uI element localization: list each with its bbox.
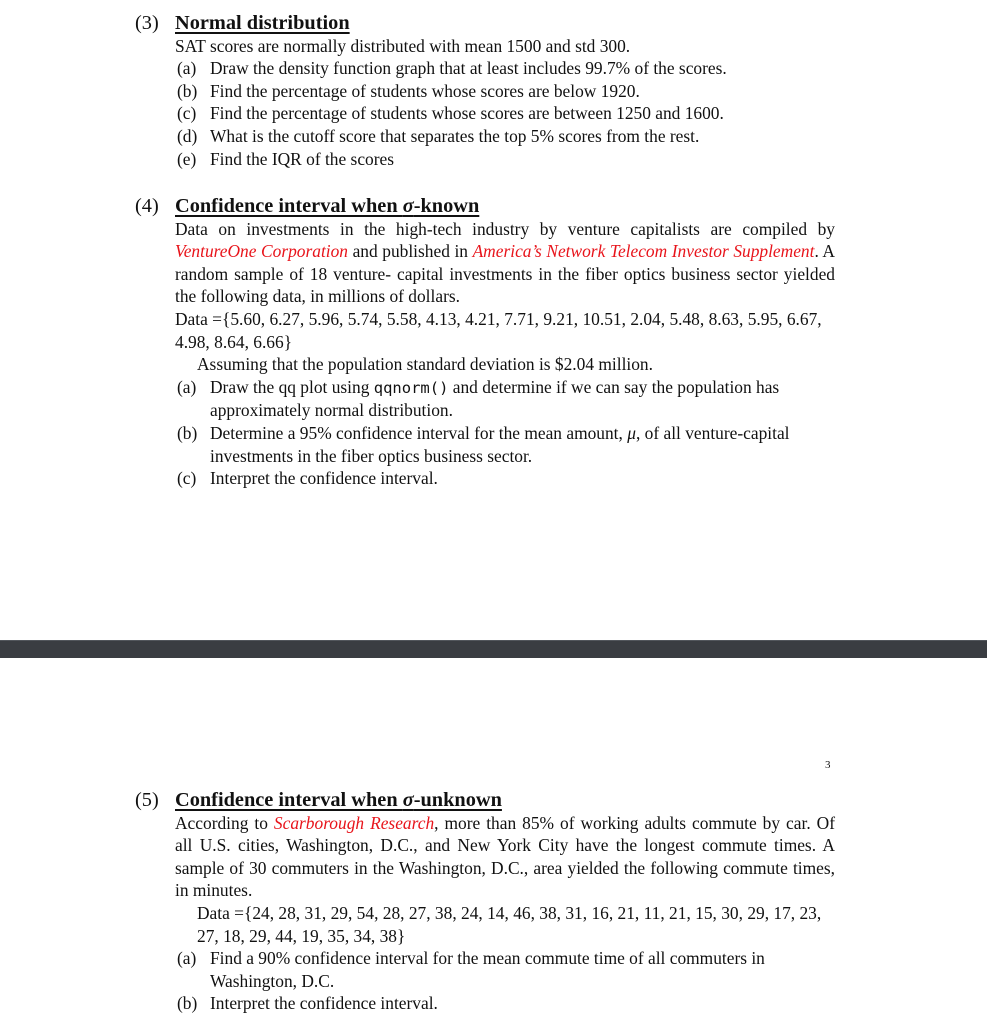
code-snippet: qqnorm()	[373, 378, 449, 397]
item-label: (b)	[177, 80, 198, 101]
section-title	[175, 195, 479, 217]
data-list	[175, 902, 835, 947]
item-text: and determine if we can say the population has approximately normal distribution.	[210, 376, 780, 421]
page-divider	[0, 640, 987, 660]
assumption-text: Assuming that the population standard deviation is $2.04 million.	[197, 354, 653, 375]
item-text: Draw the qq plot using	[210, 376, 374, 397]
section-title	[175, 789, 502, 811]
item-text: Find a 90% confidence interval for the mean commute time of all commuters in Washington, D.C.	[210, 948, 765, 991]
item-text: Find the percentage of students whose scores are between 1250 and 1600.	[210, 103, 724, 124]
item-label: (b)	[177, 422, 198, 443]
intro-text: SAT scores are normally distributed with mean 1500 and std 300.	[175, 35, 631, 56]
section-body	[135, 218, 835, 490]
section-number: (3)	[135, 12, 159, 34]
data-text: Data ={24, 28, 31, 29, 54, 28, 27, 38, 24, 14, 46, 38, 31, 16, 21, 11, 21, 15, 30, 29, 17, 23, 27, 18, 29, 44, 19, 35, 34, 38}	[197, 902, 822, 946]
question-item	[175, 422, 835, 467]
question-item	[175, 102, 835, 125]
sigma-symbol: σ	[402, 195, 414, 217]
item-text: Interpret the confidence interval.	[210, 993, 438, 1014]
section-body	[135, 812, 835, 1015]
section-ci-sigma-unknown	[135, 789, 835, 1015]
title-suffix: -unknown	[413, 789, 502, 811]
question-item	[175, 467, 835, 490]
paragraph-text: According to	[175, 812, 274, 833]
publication-name: America’s Network Telecom Investor Supplement	[472, 241, 815, 262]
organization-name: VentureOne Corporation	[175, 241, 348, 262]
page-number: 3	[825, 759, 831, 771]
question-item	[175, 148, 835, 171]
paragraph-text: and published in	[348, 241, 473, 262]
title-text: Confidence interval when	[175, 789, 403, 811]
section-heading	[135, 195, 835, 218]
question-item	[175, 125, 835, 148]
section-heading	[135, 12, 835, 35]
question-item	[175, 947, 835, 992]
sigma-symbol: σ	[402, 789, 414, 811]
item-text: What is the cutoff score that separates the top 5% scores from the rest.	[210, 125, 700, 146]
paragraph-text: Data on investments in the high-tech industry by venture capitalists are compiled by	[175, 218, 835, 239]
section-number: (5)	[135, 789, 159, 811]
mu-symbol: μ	[627, 422, 636, 443]
item-label: (c)	[177, 468, 197, 489]
paragraph-text: , more than 85% of working adults commute by car. Of all U.S. cities, Washington, D.C., and New York City have the longest commute times. A sample of 30 commuters in the Washington, D.C., area yielded the following commute times, in minutes.	[175, 812, 836, 901]
item-text: Find the percentage of students whose scores are below 1920.	[210, 80, 640, 101]
item-text: Determine a 95% confidence interval for the mean amount,	[210, 422, 628, 443]
question-list	[175, 57, 835, 170]
page-bottom	[0, 658, 987, 1024]
paragraph	[175, 218, 835, 308]
item-text: Find the IQR of the scores	[210, 148, 395, 169]
question-item	[175, 80, 835, 103]
item-label: (a)	[177, 376, 197, 397]
section-title: Normal distribution	[175, 12, 350, 34]
question-list	[175, 376, 835, 490]
item-label: (a)	[177, 58, 197, 79]
item-text: Interpret the confidence interval.	[210, 468, 438, 489]
data-list: Data ={5.60, 6.27, 5.96, 5.74, 5.58, 4.13, 4.21, 7.71, 9.21, 10.51, 2.04, 5.48, 8.63, 5.95, 6.67, 4.98, 8.64, 6.66}	[175, 308, 822, 352]
section-number: (4)	[135, 195, 159, 217]
title-text: Confidence interval when	[175, 195, 403, 217]
item-label: (c)	[177, 103, 197, 124]
item-label: (a)	[177, 948, 197, 969]
section-heading	[135, 789, 835, 812]
item-label: (b)	[177, 993, 198, 1014]
item-label: (e)	[177, 148, 197, 169]
title-suffix: -known	[413, 195, 480, 217]
section-body	[135, 35, 835, 171]
question-item	[175, 992, 835, 1015]
organization-name: Scarborough Research	[273, 812, 435, 833]
section-ci-sigma-known	[135, 195, 835, 490]
question-item	[175, 57, 835, 80]
question-item	[175, 376, 835, 422]
item-text: Draw the density function graph that at least includes 99.7% of the scores.	[210, 58, 727, 79]
question-list	[175, 947, 835, 1015]
item-text: , of all venture-capital investments in the fiber optics business sector.	[210, 422, 790, 466]
item-label: (d)	[177, 125, 198, 146]
paragraph	[175, 812, 835, 902]
paragraph-text: . A random sample of 18 venture- capital investments in the fiber optics business sector yielded the following data, in millions of dollars.	[175, 241, 835, 307]
section-normal-distribution	[135, 12, 835, 170]
